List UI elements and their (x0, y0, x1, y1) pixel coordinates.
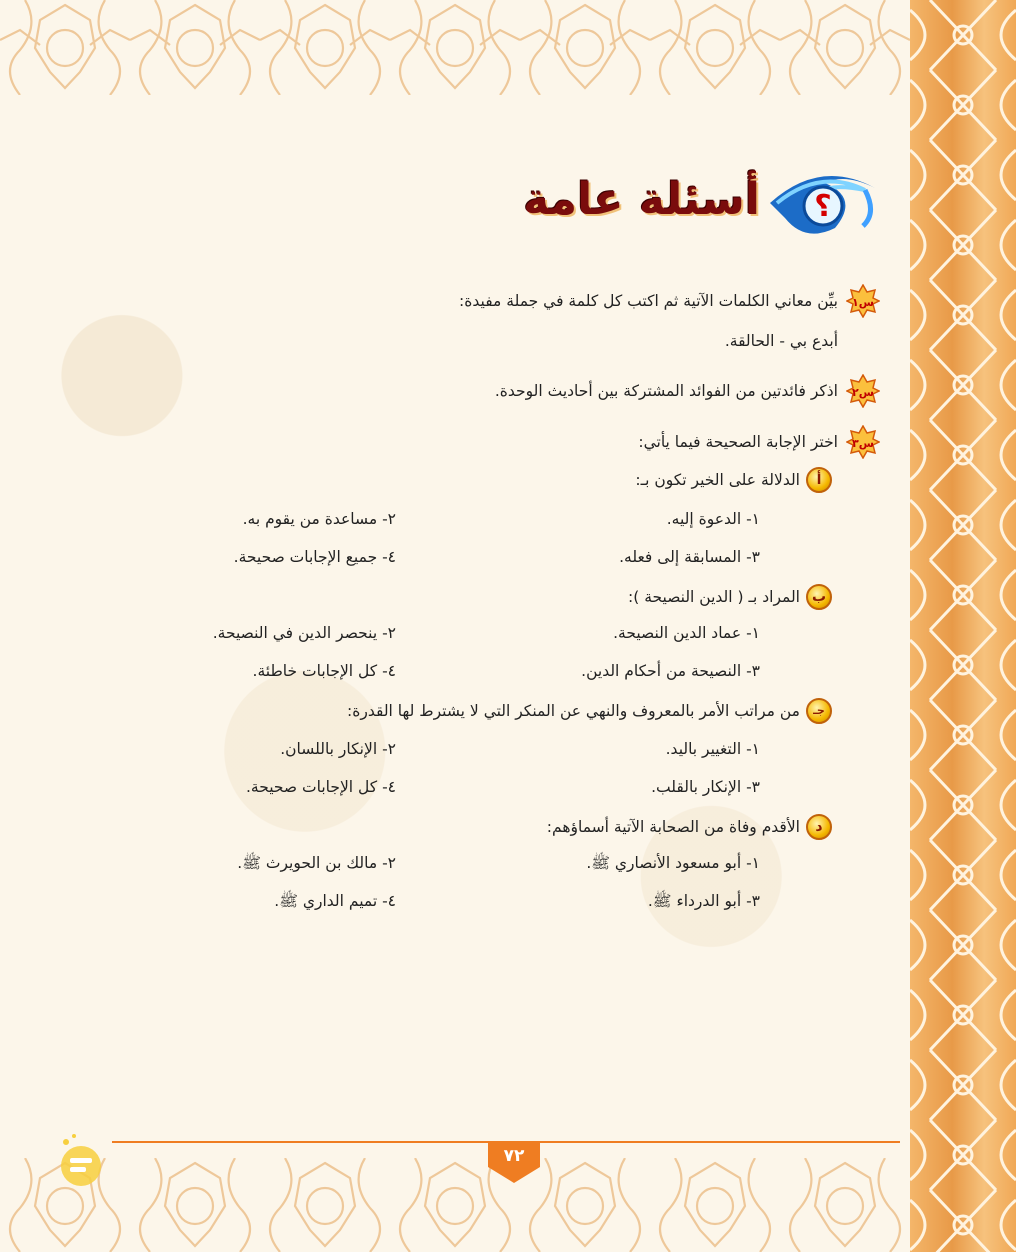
question-eye-icon (765, 168, 880, 242)
option: ١- الدعوة إليه. (666, 510, 760, 528)
side-ornament-border (910, 0, 1016, 1252)
svg-text:؟: ؟ (814, 189, 832, 224)
question-3 (638, 425, 880, 459)
option: ٣- الإنكار بالقلب. (651, 778, 760, 796)
subquestion-text: الدلالة على الخير تكون بـ: (635, 470, 800, 489)
option: ٢- مساعدة من يقوم به. (242, 510, 396, 528)
option: ٣- المسابقة إلى فعله. (619, 548, 760, 566)
section-header (523, 168, 880, 238)
question-1 (459, 284, 880, 318)
letter-badge: أ (806, 467, 832, 493)
option: ٢- ينحصر الدين في النصيحة. (212, 624, 396, 642)
svg-text:س٢: س٢ (852, 386, 874, 399)
question-text: بيِّن معاني الكلمات الآتية ثم اكتب كل كلمة في جملة مفيدة: (459, 291, 838, 310)
subquestion-text: من مراتب الأمر بالمعروف والنهي عن المنكر التي لا يشترط لها القدرة: (347, 701, 800, 720)
option: ١- عماد الدين النصيحة. (613, 624, 760, 642)
option: ٤- تميم الداري ﷺ. (274, 892, 396, 910)
letter-badge: ب (806, 584, 832, 610)
star-badge-icon (846, 374, 880, 408)
subquestion-c (347, 698, 832, 724)
bottom-ornament-border (0, 1158, 910, 1252)
question-text: اذكر فائدتين من الفوائد المشتركة بين أحاديث الوحدة. (494, 381, 838, 400)
svg-text:س٣: س٣ (852, 437, 874, 450)
option: ٣- النصيحة من أحكام الدين. (581, 662, 760, 680)
option: ٢- مالك بن الحويرث ﷺ. (237, 854, 396, 872)
letter-badge: د (806, 814, 832, 840)
subquestion-text: الأقدم وفاة من الصحابة الآتية أسماؤهم: (546, 817, 800, 836)
question-text: اختر الإجابة الصحيحة فيما يأتي: (638, 432, 838, 451)
option: ٣- أبو الدرداء ﷺ. (647, 892, 760, 910)
option: ١- التغيير باليد. (665, 740, 760, 758)
option: ١- أبو مسعود الأنصاري ﷺ. (586, 854, 760, 872)
subquestion-text: المراد بـ ( الدين النصيحة ): (628, 587, 800, 606)
page-number: ٧٢ (503, 1146, 525, 1166)
option: ٤- كل الإجابات خاطئة. (252, 662, 396, 680)
star-badge-icon (846, 284, 880, 318)
letter-badge: جـ (806, 698, 832, 724)
subquestion-b (628, 584, 832, 610)
page-title: أسئلة عامة (523, 174, 760, 225)
subquestion-a (635, 467, 832, 493)
top-ornament-border (0, 0, 910, 95)
page-number-badge (488, 1143, 540, 1183)
svg-text:س١: س١ (852, 296, 874, 309)
question-2 (495, 374, 880, 408)
option: ٤- جميع الإجابات صحيحة. (233, 548, 396, 566)
subquestion-d (547, 814, 832, 840)
publisher-logo-icon (56, 1130, 106, 1194)
option: ٤- كل الإجابات صحيحة. (246, 778, 396, 796)
question-line: أبدع بي - الحالقة. (724, 332, 838, 350)
option: ٢- الإنكار باللسان. (280, 740, 396, 758)
star-badge-icon (846, 425, 880, 459)
